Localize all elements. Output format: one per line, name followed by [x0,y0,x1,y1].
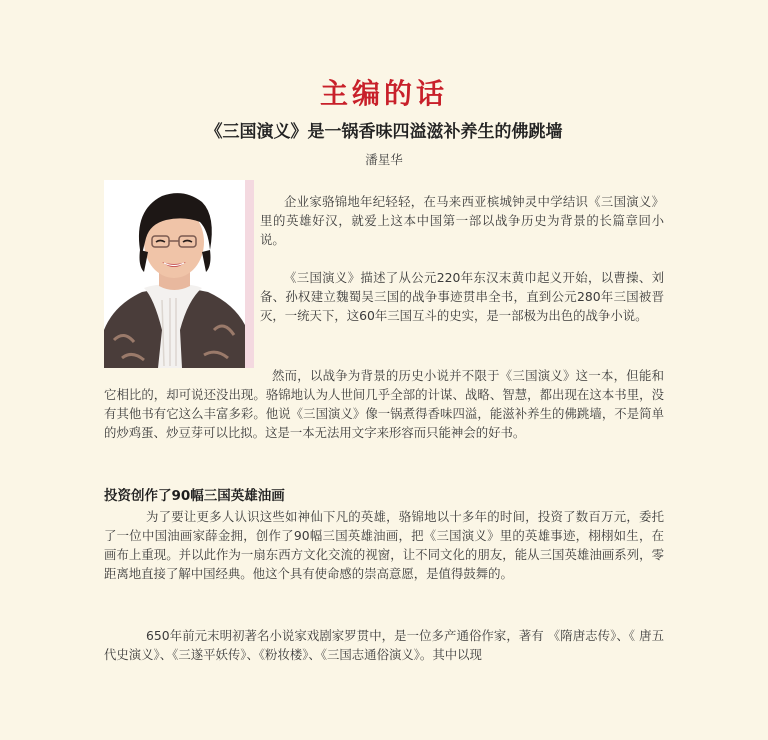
paragraph-comparison: 然而，以战争为背景的历史小说并不限于《三国演义》这一本，但能和它相比的，却可说还没出现。骆锦地认为人世间几乎全部的计谋、战略、智慧，都出现在这本书里，没有其他书有它这么丰富多彩。他说《三国演义》像一锅煮得香味四溢，能滋补养生的佛跳墙，不是简单的炒鸡蛋、炒豆芽可以比拟。这是一本无法用文字来形容而只能神会的好书。 [104,368,664,440]
paragraph-intro: 企业家骆锦地年纪轻轻，在马来西亚槟城钟灵中学结识《三国演义》里的英雄好汉，就爱上这本中国第一部以战争历史为背景的长篇章回小说。 [260,194,664,247]
article-title: 《三国演义》是一锅香味四溢滋补养生的佛跳墙 [205,122,563,142]
paragraph-author-history: 650年前元末明初著名小说家戏剧家罗贯中，是一位多产通俗作家，著有 《隋唐志传》、《 唐五代史演义》、《三遂平妖传》、《粉妆楼》、《三国志通俗演义》。其中以现 [104,628,664,662]
paragraph-investment: 为了要让更多人认识这些如神仙下凡的英雄，骆锦地以十多年的时间，投资了数百万元，委托了一位中国油画家薛金拥，创作了90幅三国英雄油画，把《三国演义》里的英雄事迹，栩栩如生，在画布上重现。并以此作为一扇东西方文化交流的视窗，让不同文化的朋友，能从三国英雄油画系列，零距离地直接了解中国经典。他这个具有使命感的崇高意愿，是值得鼓舞的。 [104,509,664,581]
author-name: 潘星华 [365,152,403,167]
section-label: 主编的话 [319,77,448,110]
author-portrait-icon [104,180,245,368]
section-subheading: 投资创作了90幅三国英雄油画 [104,488,285,504]
photo-frame [104,180,254,368]
paragraph-summary: 《三国演义》描述了从公元220年东汉末黄巾起义开始，以曹操、刘备、孙权建立魏蜀吴三国的战争事迹贯串全书，直到公元280年三国被晋灭，一统天下，这60年三国互斗的史实，是一部极为出色的战争小说。 [260,270,664,323]
